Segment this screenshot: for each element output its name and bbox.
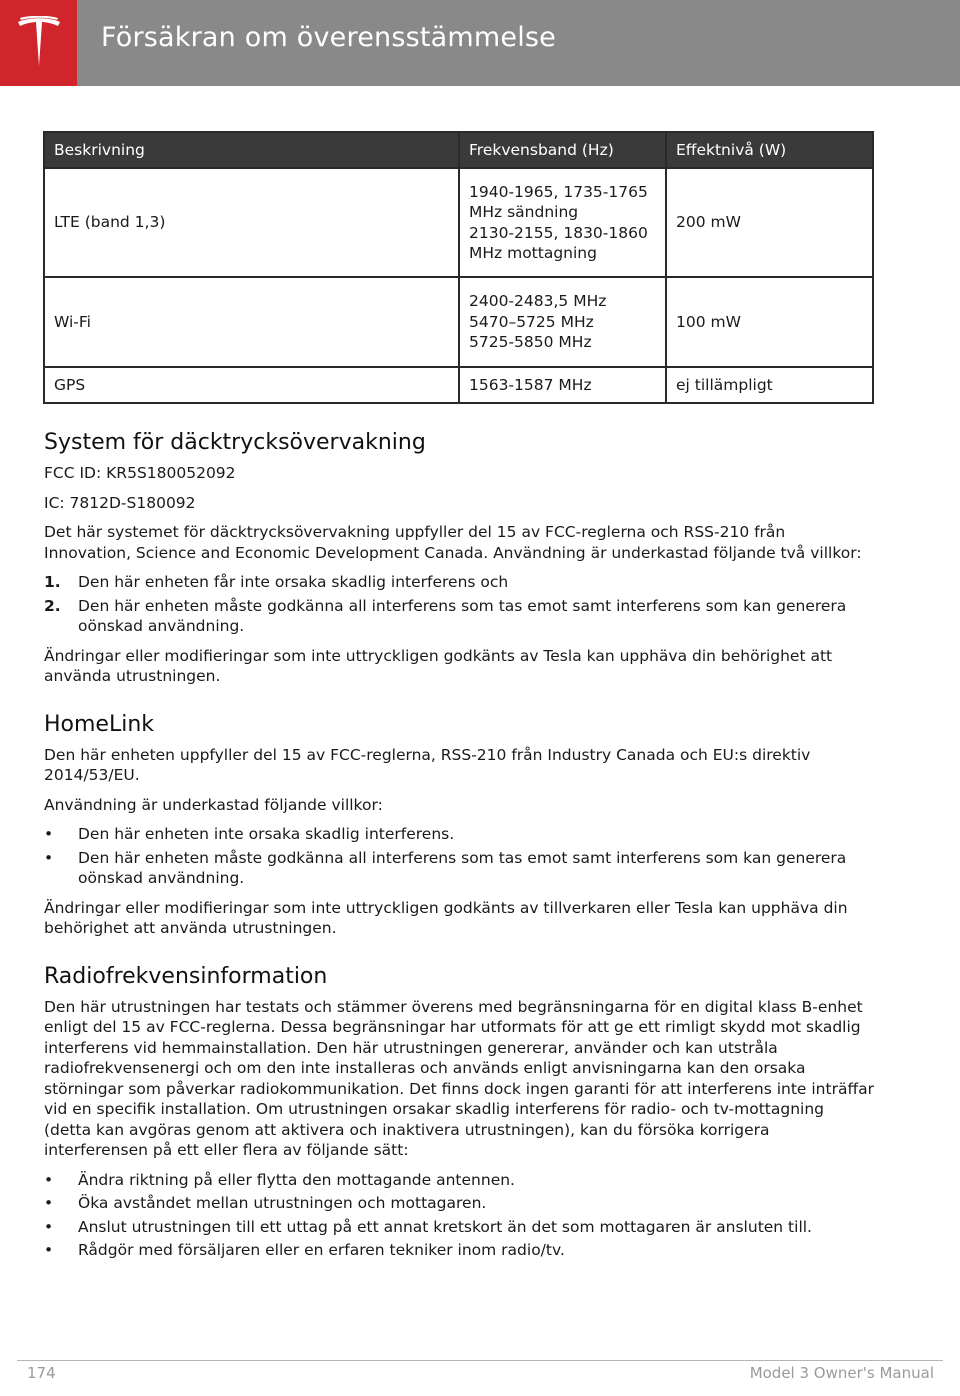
radio-body: Den här utrustningen har testats och stämmer överens med begränsningarna för en digital klass B-enhet enligt del 15 av FCC-reglerna. Dessa begränsningar har utformats för att ge ett rimligt skydd mot skadlig interferens vid hemmainstallation. Den här utrustningen genererar, använder och kan utstråla radiofrekvensenergi och om den inte installeras och används enligt anvisningarna kan den orsaka störningar som påverkar radiokommunikation. Det finns dock ingen garanti för att interferens inte inträffar vid en specifik installation. Om utrustningen orsakar skadlig interferens för radio- och tv-mottagning (detta kan avgöras genom att aktivera och inaktivera utrustningen), kan du försöka korrigera interferensen på ett eller flera av följande sätt: (44, 997, 874, 1159)
list-number: 1. (44, 573, 61, 591)
section-heading-radio: Radiofrekvensinformation (44, 963, 328, 989)
frequency-line: 1940-1965, 1735-1765 (469, 182, 648, 201)
column-header-frequency: Frekvensband (Hz) (459, 132, 666, 168)
frequency-line: 5725-5850 MHz (469, 333, 592, 352)
page-header (0, 0, 960, 86)
cell-description: LTE (band 1,3) (44, 168, 459, 277)
bullet-icon: • (44, 1170, 54, 1189)
frequency-line: MHz sändning (469, 203, 579, 221)
radio-section (44, 962, 874, 1261)
list-item (44, 824, 874, 845)
homelink-conditions-list (44, 824, 874, 889)
list-item-text: Öka avståndet mellan utrustningen och mottagaren. (78, 1194, 487, 1212)
column-header-description: Beskrivning (44, 132, 459, 168)
list-item-text: Den här enheten måste godkänna all interferens som tas emot samt interferens som kan generera oönskad användning. (78, 848, 847, 887)
tesla-logo-icon (16, 16, 62, 70)
homelink-section (44, 710, 874, 939)
list-item-text: Den här enheten får inte orsaka skadlig interferens och (78, 573, 509, 591)
homelink-conditions-intro: Användning är underkastad följande villkor: (44, 795, 383, 814)
list-item-text: Den här enheten måste godkänna all interferens som tas emot samt interferens som kan generera oönskad användning. (78, 596, 847, 635)
list-item-text: Ändra riktning på eller flytta den mottagande antennen. (78, 1170, 515, 1189)
page-title: Försäkran om överensstämmelse (101, 22, 556, 53)
cell-frequency (459, 168, 666, 277)
cell-description: GPS (44, 367, 459, 403)
section-heading-tpms: System för däcktrycksövervakning (44, 430, 426, 455)
bullet-icon: • (44, 1241, 54, 1259)
bullet-icon: • (44, 825, 54, 843)
fcc-id: FCC ID: KR5S180052092 (44, 464, 236, 482)
tpms-intro: Det här systemet för däcktrycksövervakning uppfyller del 15 av FCC-reglerna och RSS-210 från Innovation, Science and Economic Development Canada. Användning är underkastad följande två villkor: (44, 523, 862, 562)
list-item-text: Den här enheten inte orsaka skadlig interferens. (78, 825, 455, 843)
homelink-intro: Den här enheten uppfyller del 15 av FCC-reglerna, RSS-210 från Industry Canada och EU:s direktiv 2014/53/EU. (44, 745, 811, 784)
list-item (44, 848, 874, 889)
main-content (44, 428, 874, 1270)
frequency-line: 5470–5725 MHz (469, 312, 594, 331)
table-row (44, 367, 873, 403)
bullet-icon: • (44, 848, 54, 867)
list-item (44, 1170, 874, 1191)
list-number: 2. (44, 596, 61, 615)
cell-frequency (459, 367, 666, 403)
tpms-changes: Ändringar eller modifieringar som inte uttryckligen godkänts av Tesla kan upphäva din behörighet att använda utrustningen. (44, 646, 833, 685)
frequency-line: 2400-2483,5 MHz (469, 292, 607, 311)
cell-power: 200 mW (666, 168, 873, 277)
bullet-icon: • (44, 1194, 54, 1212)
manual-name: Model 3 Owner's Manual (749, 1364, 934, 1382)
tpms-section (44, 428, 874, 687)
homelink-changes: Ändringar eller modifieringar som inte uttryckligen godkänts av tillverkaren eller Tesla kan upphäva din behörighet att använda utrustningen. (44, 898, 848, 937)
bullet-icon: • (44, 1217, 54, 1236)
cell-frequency (459, 277, 666, 367)
cell-description: Wi-Fi (44, 277, 459, 367)
cell-power: ej tillämpligt (666, 367, 873, 403)
column-header-power: Effektnivå (W) (666, 132, 873, 168)
table-row (44, 168, 873, 277)
list-item-text: Anslut utrustningen till ett uttag på ett annat kretskort än det som mottagaren är ansluten till. (78, 1217, 812, 1236)
table-row (44, 277, 873, 367)
frequency-line: 1563-1587 MHz (469, 375, 592, 394)
list-item (44, 572, 874, 593)
brand-logo (0, 0, 77, 86)
list-item (44, 596, 874, 637)
radio-measures-list (44, 1170, 874, 1261)
frequency-line: MHz mottagning (469, 244, 597, 262)
list-item (44, 1217, 874, 1238)
list-item (44, 1193, 874, 1214)
frequency-line: 2130-2155, 1830-1860 (469, 223, 648, 242)
page-number: 174 (27, 1364, 56, 1382)
table-header-row (44, 132, 873, 168)
footer-divider (17, 1360, 943, 1361)
list-item-text: Rådgör med försäljaren eller en erfaren tekniker inom radio/tv. (78, 1241, 565, 1259)
ic-id: IC: 7812D-S180092 (44, 493, 196, 512)
section-heading-homelink: HomeLink (44, 711, 155, 737)
tpms-conditions-list (44, 572, 874, 637)
list-item (44, 1240, 874, 1261)
radio-spec-table (43, 131, 874, 404)
cell-power: 100 mW (666, 277, 873, 367)
